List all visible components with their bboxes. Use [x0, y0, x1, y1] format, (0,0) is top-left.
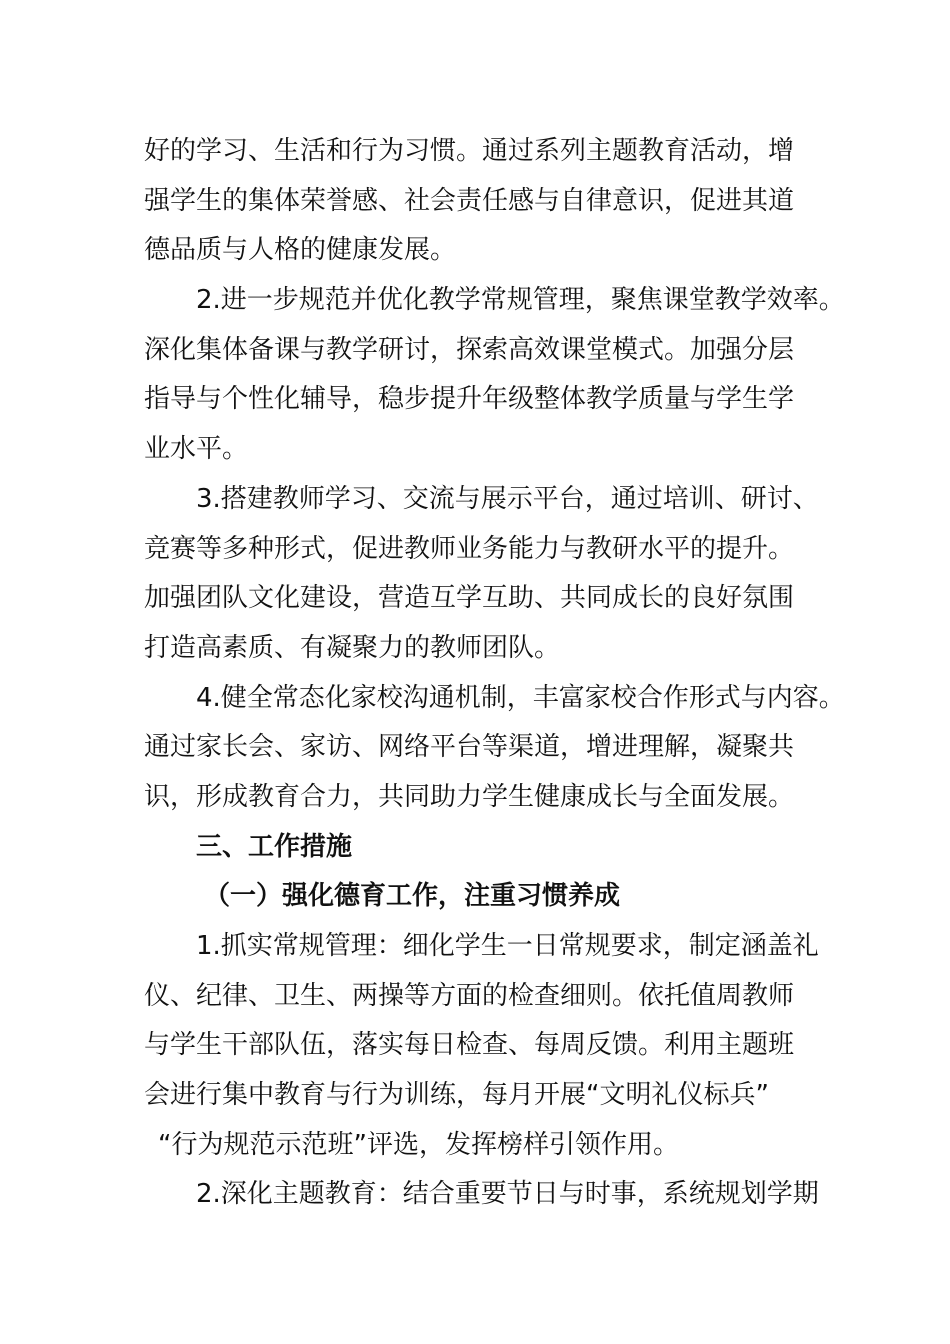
- paragraph-line: “行为规范示范班”评选，发挥榜样引领作用。: [158, 1129, 679, 1160]
- paragraph-line: 指导与个性化辅导，稳步提升年级整体教学质量与学生学: [144, 384, 795, 415]
- paragraph-line: 1.抓实常规管理：细化学生一日常规要求，制定涵盖礼: [196, 931, 819, 961]
- paragraph-line: 德品质与人格的健康发展。: [144, 235, 457, 266]
- paragraph-line: 4.健全常态化家校沟通机制，丰富家校合作形式与内容。: [196, 682, 845, 713]
- paragraph-line: 通过家长会、家访、网络平台等渠道，增进理解，凝聚共: [144, 732, 795, 763]
- paragraph-line: 3.搭建教师学习、交流与展示平台，通过培训、研讨、: [196, 483, 819, 514]
- paragraph-line: 强学生的集体荣誉感、社会责任感与自律意识，促进其道: [144, 185, 795, 216]
- paragraph-line: 业水平。: [144, 434, 249, 465]
- paragraph-line: 仪、纪律、卫生、两操等方面的检查细则。依托值周教师: [144, 980, 795, 1011]
- paragraph-line: 与学生干部队伍，落实每日检查、每周反馈。利用主题班: [144, 1030, 795, 1061]
- paragraph-line: 打造高素质、有凝聚力的教师团队。: [144, 632, 561, 663]
- document-body: [144, 127, 845, 1220]
- paragraph-line: 2.深化主题教育：结合重要节日与时事，系统规划学期: [196, 1179, 819, 1210]
- paragraph-line: 好的学习、生活和行为习惯。通过系列主题教育活动，增: [144, 136, 795, 166]
- paragraph-line: 识，形成教育合力，共同助力学生健康成长与全面发展。: [144, 781, 795, 812]
- paragraph-line: 竞赛等多种形式，促进教师业务能力与教研水平的提升。: [144, 533, 795, 564]
- paragraph-line: 加强团队文化建设，营造互学互助、共同成长的良好氛围: [144, 583, 795, 614]
- paragraph-line: 会进行集中教育与行为训练，每月开展“文明礼仪标兵”: [144, 1080, 769, 1111]
- paragraph-line: 2.进一步规范并优化教学常规管理，聚焦课堂教学效率。: [196, 285, 845, 316]
- paragraph-line: 深化集体备课与教学研讨，探索高效课堂模式。加强分层: [144, 334, 795, 365]
- subsection-heading: （一）强化德育工作，注重习惯养成: [204, 881, 621, 912]
- section-heading: 三、工作措施: [196, 831, 353, 862]
